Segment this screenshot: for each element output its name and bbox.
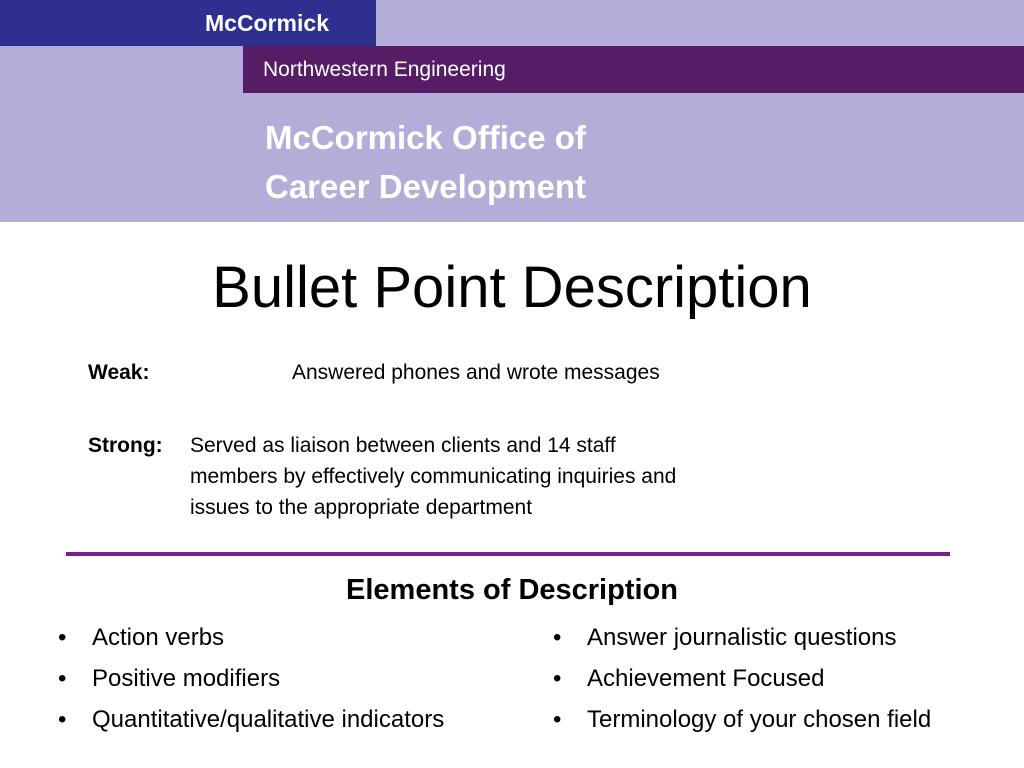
- right-bullet-list: [549, 617, 931, 740]
- office-line-2: Career Development: [265, 168, 586, 205]
- elements-heading: Elements of Description: [346, 574, 678, 606]
- slide-title: Bullet Point Description: [212, 255, 812, 320]
- strong-label: Strong:: [88, 434, 163, 457]
- strong-text-line-3: issues to the appropriate department: [190, 496, 533, 519]
- list-item: • Positive modifiers: [54, 658, 444, 699]
- office-line-1: McCormick Office of: [265, 119, 586, 156]
- list-item: • Achievement Focused: [549, 658, 931, 699]
- weak-label: Weak:: [88, 361, 150, 384]
- left-bullet-list: [54, 617, 444, 740]
- list-item: • Quantitative/qualitative indicators: [54, 699, 444, 740]
- list-item: • Answer journalistic questions: [549, 617, 931, 658]
- section-divider: [66, 552, 950, 556]
- strong-text-line-1: Served as liaison between clients and 14 staff: [190, 434, 616, 457]
- strong-text: [190, 430, 676, 523]
- logo-text: McCormick: [205, 10, 329, 36]
- office-name: [265, 113, 586, 211]
- list-item: • Action verbs: [54, 617, 444, 658]
- organization-bar: [243, 46, 1024, 93]
- strong-text-line-2: members by effectively communicating inquiries and: [190, 465, 677, 488]
- list-item: • Terminology of your chosen field: [549, 699, 931, 740]
- mccormick-logo: [0, 0, 376, 46]
- organization-name: Northwestern Engineering: [263, 58, 506, 81]
- weak-text: Answered phones and wrote messages: [292, 361, 660, 384]
